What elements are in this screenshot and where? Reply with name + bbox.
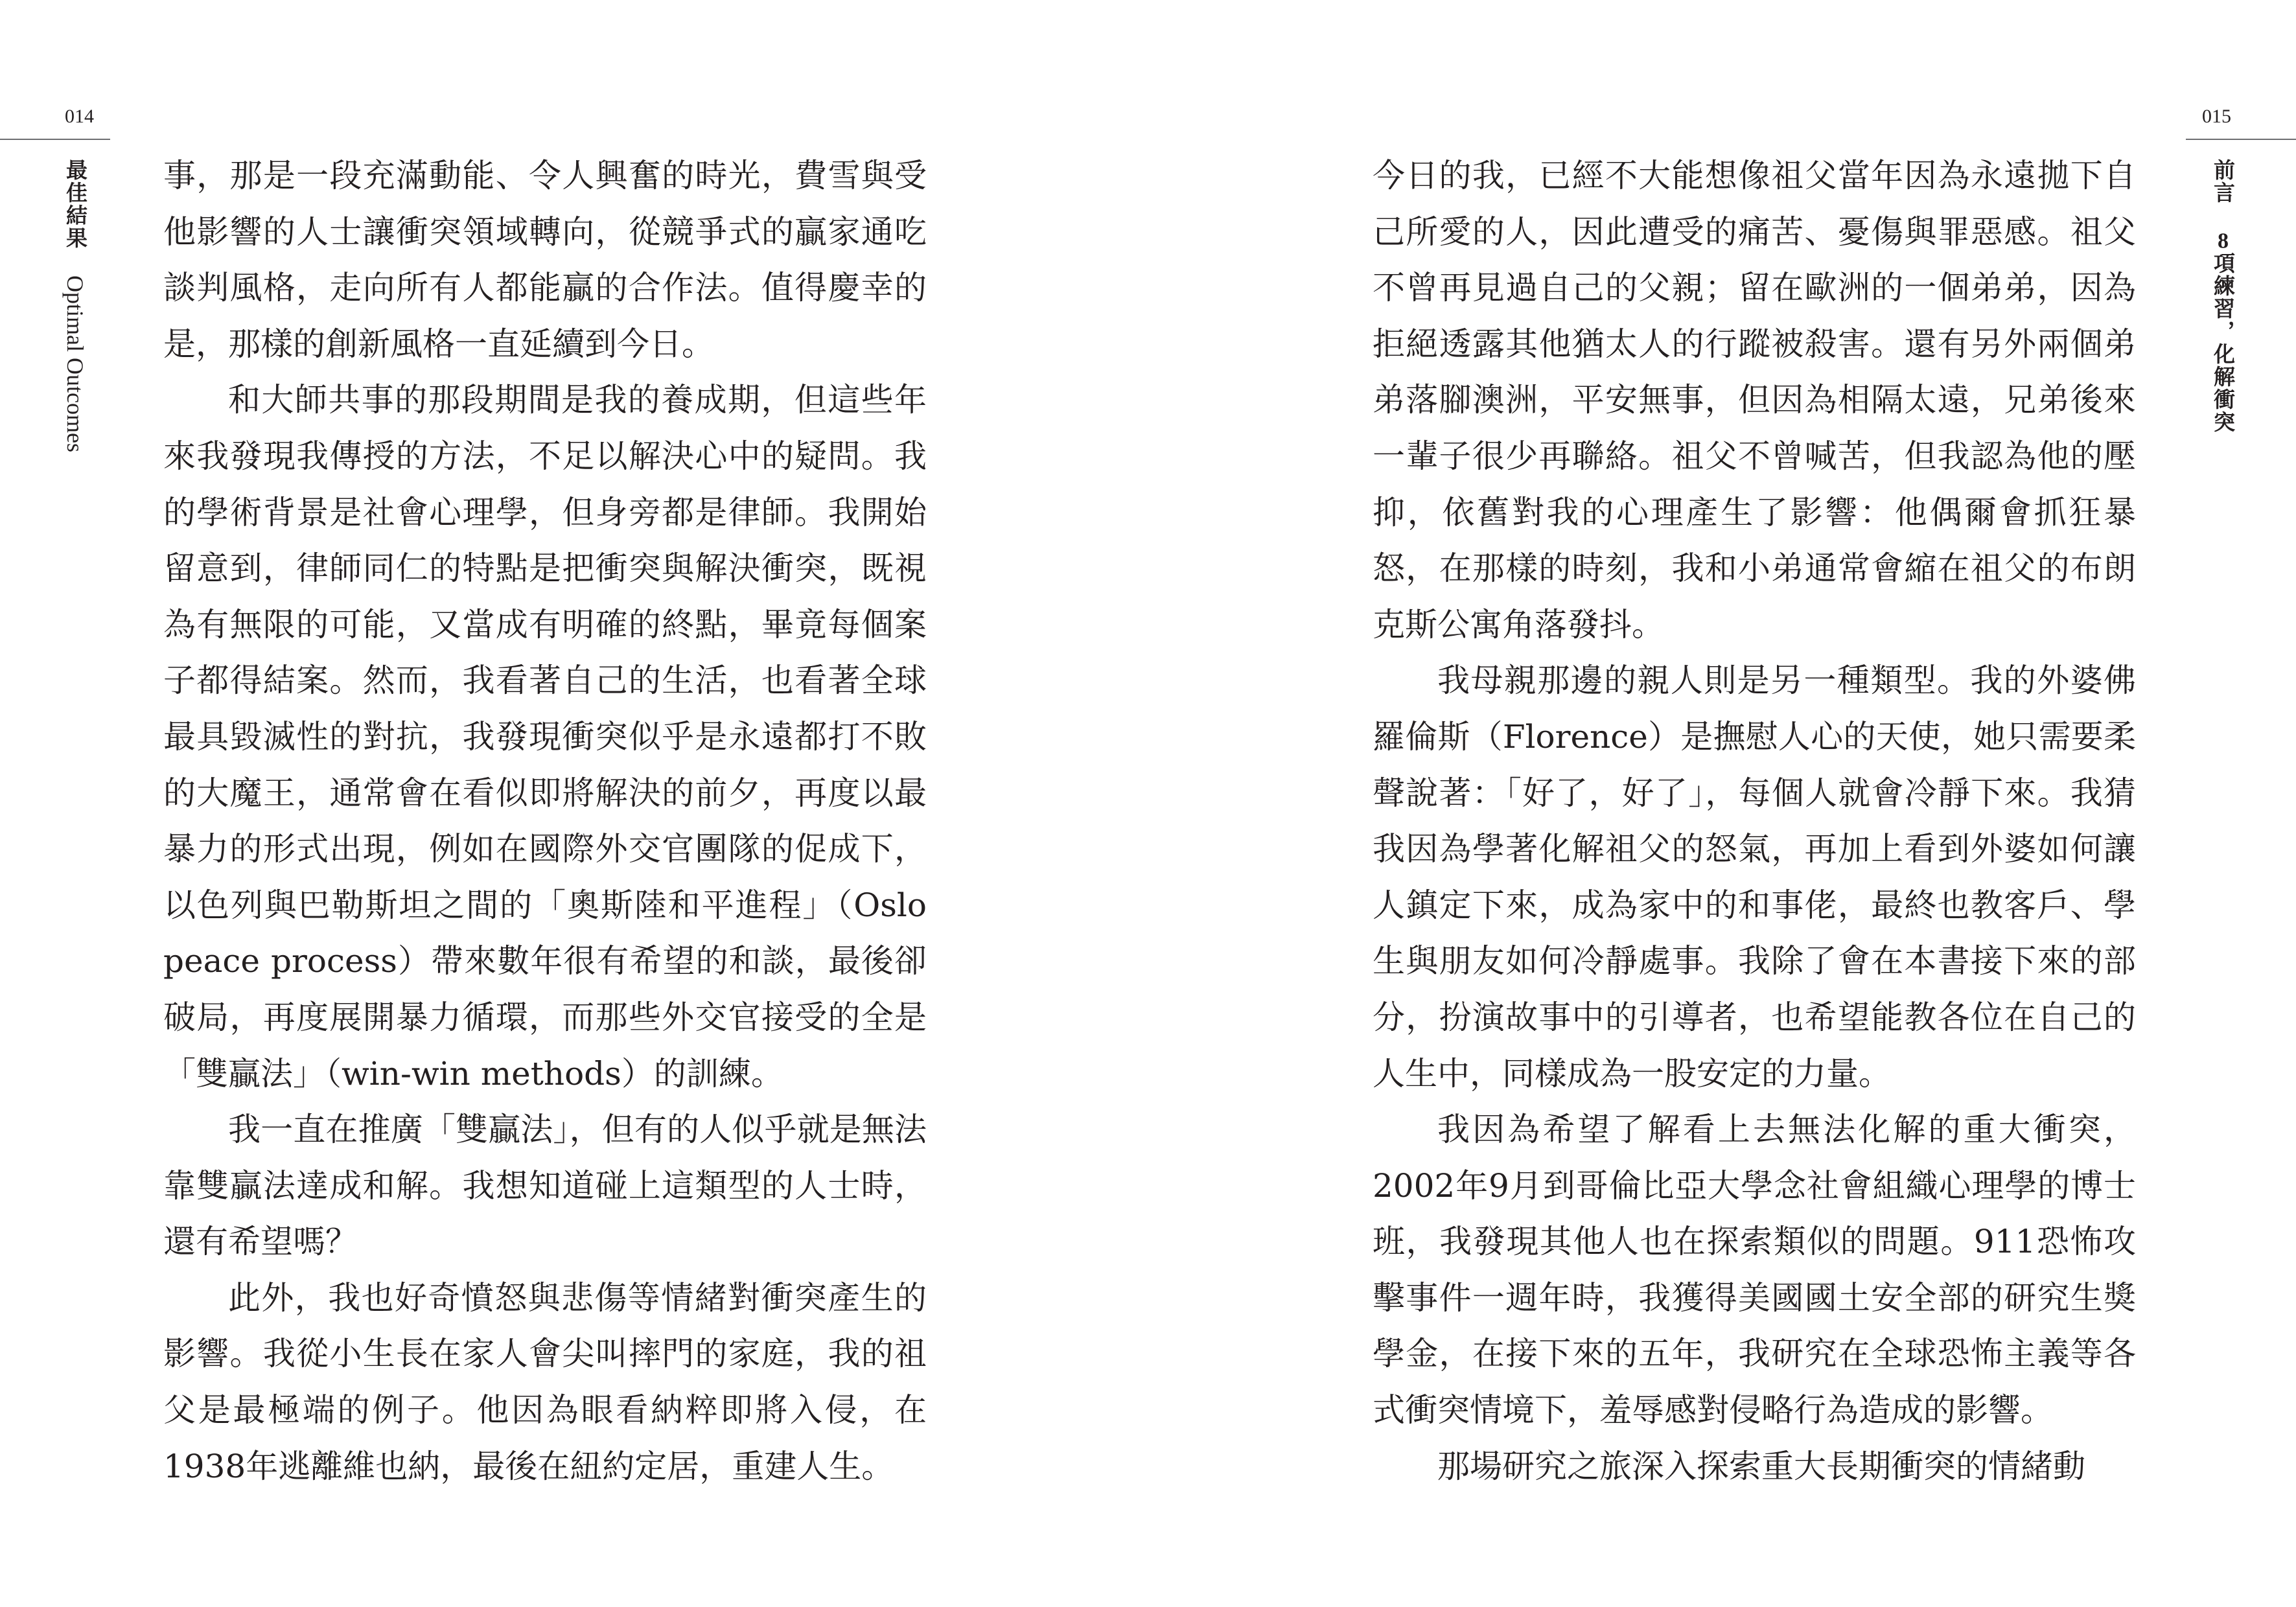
paragraph: 我母親那邊的親人則是另一種類型。我的外婆佛羅倫斯（Florence）是撫慰人心的天使，她只需要柔聲說著：「好了，好了」，每個人就會冷靜下來。我猜我因為學著化解祖父的怒氣，再加上看到外婆如何讓人鎮定下來，成為家中的和事佬，最終也教客戶、學生與朋友如何冷靜處事。我除了會在本書接下來的部分，扮演故事中的引導者，也希望能教各位在自己的人生中，同樣成為一股安定的力量。 [1373,662,2136,1093]
paragraph: 那場研究之旅深入探索重大長期衝突的情緒動 [1437,1447,2085,1485]
header-rule-left [0,139,110,140]
paragraph: 我因為希望了解看上去無法化解的重大衝突，2002年9月到哥倫比亞大學念社會組織心理學的博士班，我發現其他人也在探索類似的問題。911恐怖攻擊事件一週年時，我獲得美國國土安全部的研究生獎學金，在接下來的五年，我研究在全球恐怖主義等各式衝突情境下，羞辱感對侵略行為造成的影響。 [1373,1111,2136,1429]
section-label: 前言 [2210,159,2236,204]
body-text-left [163,148,927,1494]
paragraph: 此外，我也好奇憤怒與悲傷等情緒對衝突產生的影響。我從小生長在家人會尖叫摔門的家庭，我的祖父是最極端的例子。他因為眼看納粹即將入侵，在1938年逃離維也納，最後在紐約定居，重建人生。 [163,1278,927,1485]
paragraph: 事，那是一段充滿動能、令人興奮的時光，費雪與受他影響的人士讓衝突領域轉向，從競爭式的贏家通吃談判風格，走向所有人都能贏的合作法。值得慶幸的是，那樣的創新風格一直延續到今日。 [163,157,927,363]
book-title-latin: Optimal Outcomes [62,275,88,452]
page-number-right: 015 [2202,106,2231,127]
running-head-right [2210,159,2236,434]
paragraph: 和大師共事的那段期間是我的養成期，但這些年來我發現我傳授的方法，不足以解決心中的疑問。我的學術背景是社會心理學，但身旁都是律師。我開始留意到，律師同仁的特點是把衝突與解決衝突，既視為有無限的可能，又當成有明確的終點，畢竟每個案子都得結案。然而，我看著自己的生活，也看著全球最具毀滅性的對抗，我發現衝突似乎是永遠都打不敗的大魔王，通常會在看似即將解決的前夕，再度以最暴力的形式出現，例如在國際外交官團隊的促成下，以色列與巴勒斯坦之間的「奧斯陸和平進程」（Oslo peace process）帶來數年很有希望的和談，最後卻破局，再度展開暴力循環，而那些外交官接受的全是「雙贏法」（win-win methods）的訓練。 [163,381,927,1093]
book-title-cjk: 最佳結果 [63,159,88,249]
paragraph: 今日的我，已經不大能想像祖父當年因為永遠拋下自己所愛的人，因此遭受的痛苦、憂傷與罪惡感。祖父不曾再見過自己的父親；留在歐洲的一個弟弟，因為拒絕透露其他猶太人的行蹤被殺害。還有另外兩個弟弟落腳澳洲，平安無事，但因為相隔太遠，兄弟後來一輩子很少再聯絡。祖父不曾喊苦，但我認為他的壓抑，依舊對我的心理產生了影響：他偶爾會抓狂暴怒，在那樣的時刻，我和小弟通常會縮在祖父的布朗克斯公寓角落發抖。 [1373,157,2136,643]
chapter-number: 8 [2218,230,2229,252]
body-text-right [1373,148,2136,1494]
chapter-title: 項練習，化解衝突 [2210,252,2236,434]
page-number-left: 014 [65,106,94,127]
header-rule-right [2186,139,2296,140]
paragraph: 我一直在推廣「雙贏法」，但有的人似乎就是無法靠雙贏法達成和解。我想知道碰上這類型的人士時，還有希望嗎？ [163,1111,927,1261]
running-head-left [62,159,88,452]
